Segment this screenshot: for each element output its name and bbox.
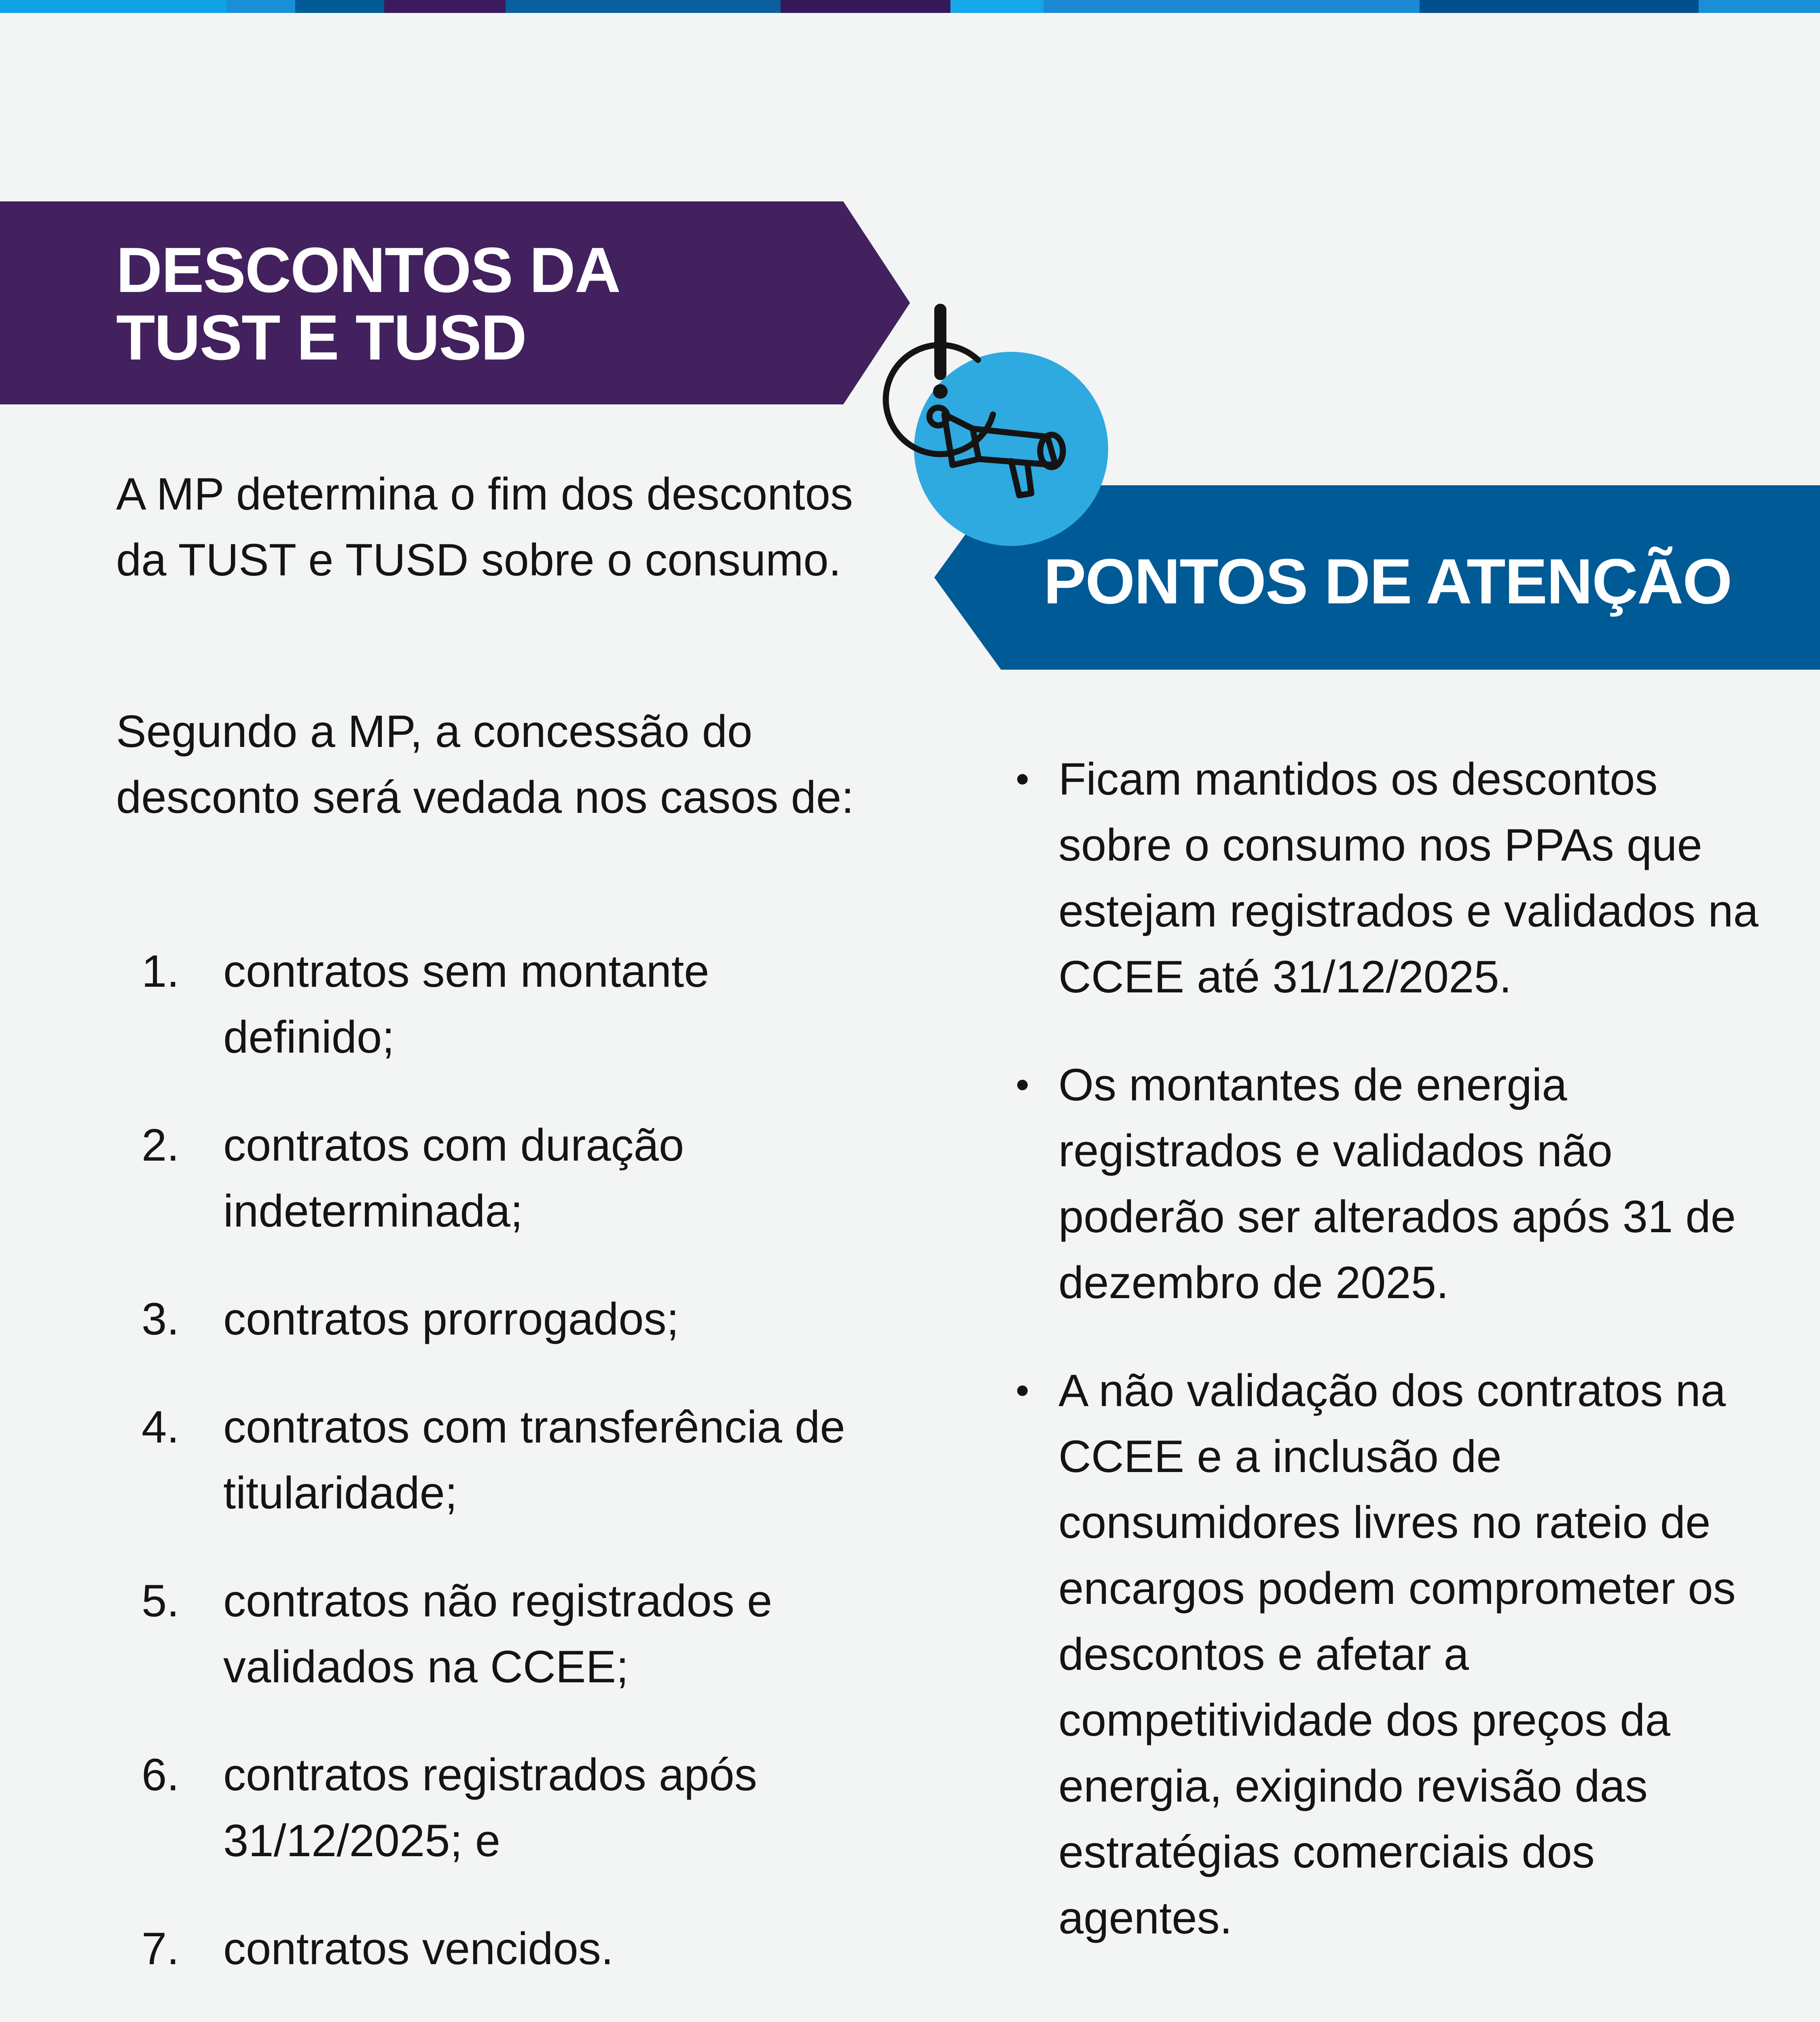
- list-item: [116, 1286, 864, 1352]
- list-item-text: contratos registrados após 31/12/2025; e: [223, 1749, 757, 1866]
- list-item-number: 4.: [142, 1402, 180, 1452]
- bullet-text: Os montantes de energia registrados e validados não poderão ser alterados após 31 de dezembro de 2025.: [1058, 1060, 1736, 1308]
- bullet-dot: [1017, 1385, 1028, 1396]
- left-paragraph-intro: A MP determina o fim dos descontos da TUST e TUSD sobre o consumo.: [116, 469, 853, 585]
- list-item: [116, 1568, 864, 1700]
- left-title-line-1: DESCONTOS DA: [116, 235, 620, 306]
- list-item-number: 1.: [142, 946, 180, 996]
- list-item-text: contratos sem montante definido;: [223, 946, 709, 1062]
- list-item: [116, 938, 864, 1070]
- bullet-item: [1011, 1358, 1759, 1951]
- left-title-line-2: TUST E TUSD: [116, 302, 526, 373]
- top-color-strip: [0, 0, 1820, 13]
- list-item: [116, 1112, 864, 1244]
- bullet-dot: [1017, 1080, 1028, 1090]
- bullet-item: [1011, 1052, 1759, 1316]
- bullet-dot: [1017, 774, 1028, 785]
- list-item-number: 3.: [142, 1294, 180, 1344]
- left-section-title: [116, 237, 620, 372]
- list-item-number: 2.: [142, 1120, 180, 1170]
- exclamation-dot: [933, 384, 948, 399]
- list-item: [116, 1742, 864, 1874]
- megaphone-alert-icon: [878, 299, 1108, 550]
- list-item-text: contratos com transferência de titularidade;: [223, 1402, 845, 1518]
- icon-circle-background: [914, 352, 1108, 546]
- right-section-title: PONTOS DE ATENÇÃO: [1043, 546, 1732, 617]
- bullet-item: [1011, 746, 1759, 1010]
- attention-points-list: [1011, 746, 1759, 1993]
- list-item-number: 5.: [142, 1576, 180, 1626]
- list-item: [116, 1394, 864, 1526]
- bullet-text: Ficam mantidos os descontos sobre o consumo nos PPAs que estejam registrados e validados na CCEE até 31/12/2025.: [1058, 754, 1759, 1002]
- left-paragraph-cases: Segundo a MP, a concessão do desconto será vedada nos casos de:: [116, 706, 854, 823]
- list-item-text: contratos prorrogados;: [223, 1294, 679, 1344]
- list-item-number: 7.: [142, 1923, 180, 1974]
- list-item-number: 6.: [142, 1749, 180, 1800]
- list-item-text: contratos não registrados e validados na CCEE;: [223, 1576, 772, 1692]
- restriction-list: [116, 938, 864, 2022]
- bullet-text: A não validação dos contratos na CCEE e a inclusão de consumidores livres no rateio de encargos podem comprometer os descontos e afetar a competitividade dos preços da energia, exigindo revisão das estratégias comerciais dos agentes.: [1058, 1365, 1736, 1943]
- list-item-text: contratos vencidos.: [223, 1923, 614, 1974]
- list-item-text: contratos com duração indeterminada;: [223, 1120, 684, 1236]
- list-item: [116, 1916, 864, 1982]
